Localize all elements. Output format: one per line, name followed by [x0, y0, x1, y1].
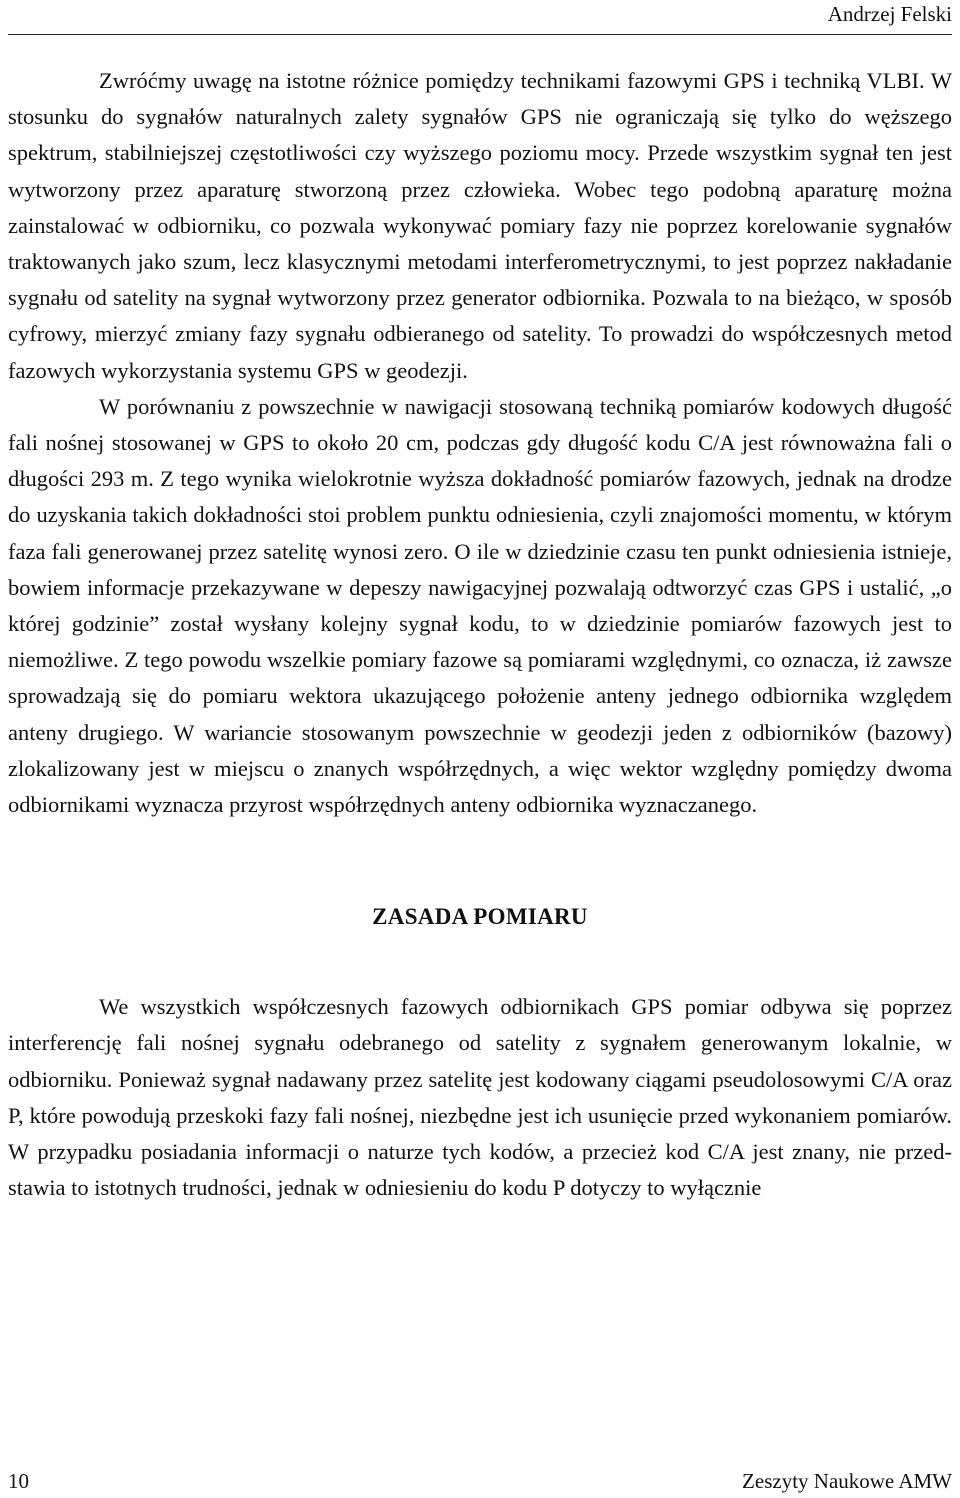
- page-body: [8, 63, 952, 1206]
- paragraph-measurement-principle: We wszystkich współczesnych fazowych odbiornikach GPS pomiar odbywa się poprzez interferencję fali nośnej sygnału odebranego od satelity z sygnałem generowanym lokalnie, w odbiorniku. Ponieważ sygnał nadawany przez satelitę jest kodowany ciągami pseudolosowymi C/A oraz P, które powodują przeskoki fazy fali nośnej, niezbędne jest ich usunięcie przed wykonaniem pomiarów. W przypadku posiadania informacji o naturze tych kodów, a przecież kod C/A jest znany, nie przedstawia to istotnych trudności, jednak w odniesieniu do kodu P dotyczy to wyłącznie: [8, 994, 952, 1201]
- page-number: 10: [8, 1469, 29, 1493]
- section-heading: ZASADA POMIARU: [372, 904, 588, 930]
- journal-name: Zeszyty Naukowe AMW: [742, 1469, 952, 1493]
- paragraph-phase-measurement-comparison: W porównaniu z powszechnie w nawigacji stosowaną techniką pomiarów kodowych długość fali nośnej stosowanej w GPS to około 20 cm, podczas gdy długość kodu C/A jest równoważna fali o długości 293 m. Z tego wynika wielokrotnie wyższa dokładność pomiarów fazowych, jednak na drodze do uzyskania takich dokładności stoi problem punktu odniesienia, czyli znajomości momentu, w którym faza fali generowanej przez satelitę wynosi zero. O ile w dziedzinie czasu ten punkt odniesienia istnieje, bowiem informacje przekazywane w depeszy nawigacyjnej pozwalają odtworzyć czas GPS i ustalić, „o której godzinie” został wysłany kolejny sygnał kodu, to w dziedzinie pomiarów fazowych jest to niemożliwe. Z tego powodu wszelkie pomiary fazowe są pomiarami względnymi, co oznacza, iż zawsze sprowadzają się do pomiaru wektora ukazującego położenie anteny jednego odbiornika względem anteny drugiego. W wariancie stosowanym powszechnie w geodezji jeden z odbiorników (bazowy) zlokalizowany jest w miejscu o znanych współrzędnych, a więc wektor względny pomiędzy dwoma odbiornikami wyznacza przyrost współrzędnych anteny odbiornika wyznaczanego.: [8, 393, 952, 818]
- header-rule: [8, 34, 952, 35]
- running-head-author: Andrzej Felski: [827, 2, 952, 26]
- paragraph-gps-vs-vlbi: Zwróćmy uwagę na istotne różnice pomiędzy technikami fazowymi GPS i techniką VLBI. W stosunku do sygnałów naturalnych zalety sygnałów GPS nie ograniczają się tylko do węższego spektrum, stabilniejszej częstotliwości czy wyższego poziomu mocy. Przede wszystkim sygnał ten jest wytworzony przez aparaturę stworzoną przez człowieka. Wobec tego podobną aparaturę można zainstalować w odbiorniku, co pozwala wykonywać pomiary fazy nie poprzez korelowanie sygnałów traktowanych jako szum, lecz klasycznymi metodami interferometrycznymi, to jest poprzez nakładanie sygnału od satelity na sygnał wytworzony przez generator odbiornika. Pozwala to na bieżąco, w sposób cyfrowy, mierzyć zmiany fazy sygnału odbieranego od satelity. To prowadzi do współczesnych metod fazowych wykorzystania systemu GPS w geodezji.: [8, 68, 952, 383]
